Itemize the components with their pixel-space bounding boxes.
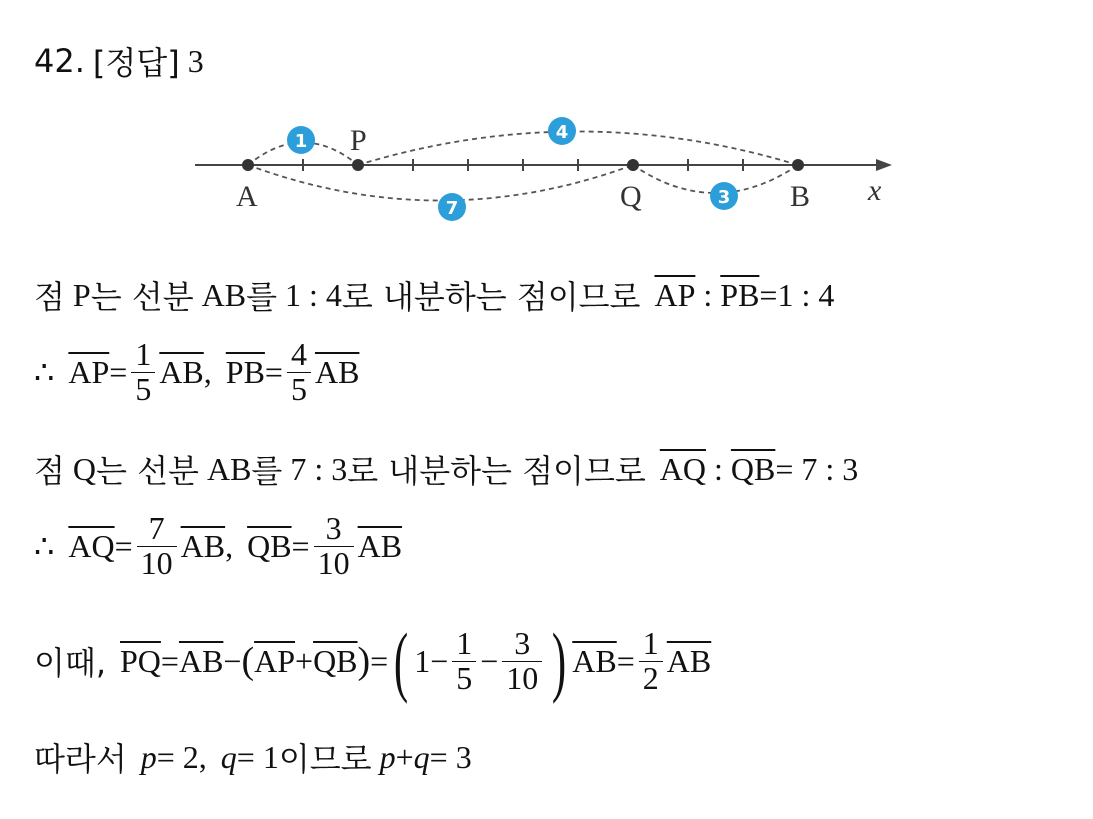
label-q: Q [620,180,642,213]
problem-number: 42. [34,42,85,80]
solution-line-2: ∴ $\overline{AP}$ = $\frac{1}{5}$ $\overline{AB}$ , $\overline{PB}$ = $\frac{4}{5}$ $\overline{AB}$ [34,336,360,407]
fraction-1-2: $\frac{1}{2}$ [639,627,663,695]
axis-arrow [876,159,892,171]
segment-ap: $\overline{AP}$ [654,276,696,313]
solution-line-1: 점 P 는 선분 AB 를 1 : 4 로 내분하는 점이므로 $\overline{AP}$ : $\overline{PB}$ =1 : 4 [34,276,835,316]
point-a-dot [242,159,254,171]
answer-value: 3 [187,42,204,79]
label-x: x [868,174,882,207]
svg-text:3: 3 [717,187,731,208]
label-a: A [236,180,258,213]
point-q-dot [627,159,639,171]
problem-header [34,38,204,84]
number-line-diagram [190,96,910,226]
segment-pb: $\overline{PB}$ [720,276,760,313]
arc-aq [248,165,633,201]
badge-aq [438,193,466,221]
solution-line-3: 점 Q 는 선분 AB 를 7 : 3 로 내분하는 점이므로 $\overline{AQ}$ : $\overline{QB}$ = 7 : 3 [34,450,859,490]
label-b: B [790,180,811,213]
fraction-7-10: $\frac{7}{10}$ [137,512,177,580]
badge-pb [548,117,576,145]
segment-qb: $\overline{QB}$ [730,450,776,487]
solution-line-6: 따라서 p = 2, q = 1 이므로 p + q = 3 [34,738,472,778]
badge-qb [710,182,738,210]
badge-ap [287,126,315,154]
svg-text:7: 7 [445,198,459,219]
point-b-dot [792,159,804,171]
answer-tag: [정답] [92,44,180,82]
segment-aq: $\overline{AQ}$ [659,450,706,487]
fraction-3-10-b: $\frac{3}{10}$ [502,627,542,695]
svg-text:4: 4 [555,122,569,143]
solution-line-5: 이때, $\overline{PQ}$ = $\overline{AB}$ − ( $\overline{AP}$ + $\overline{QB}$ ) = ( 1 − $\frac{1}{5}$ − $\frac{3}{10}$ ) $\overline{AB}$ = $\frac{1}{2}$ $\overline{AB}$ [34,617,712,704]
label-p: P [350,124,367,157]
fraction-4-5: $\frac{4}{5}$ [287,338,311,406]
fraction-1-5-b: $\frac{1}{5}$ [452,627,476,695]
fraction-1-5: $\frac{1}{5}$ [131,338,155,406]
point-p-dot [352,159,364,171]
svg-text:1: 1 [294,131,308,152]
fraction-3-10: $\frac{3}{10}$ [314,512,354,580]
solution-line-4: ∴ $\overline{AQ}$ = $\frac{7}{10}$ $\overline{AB}$ , $\overline{QB}$ = $\frac{3}{10}$ $\overline{AB}$ [34,510,403,581]
